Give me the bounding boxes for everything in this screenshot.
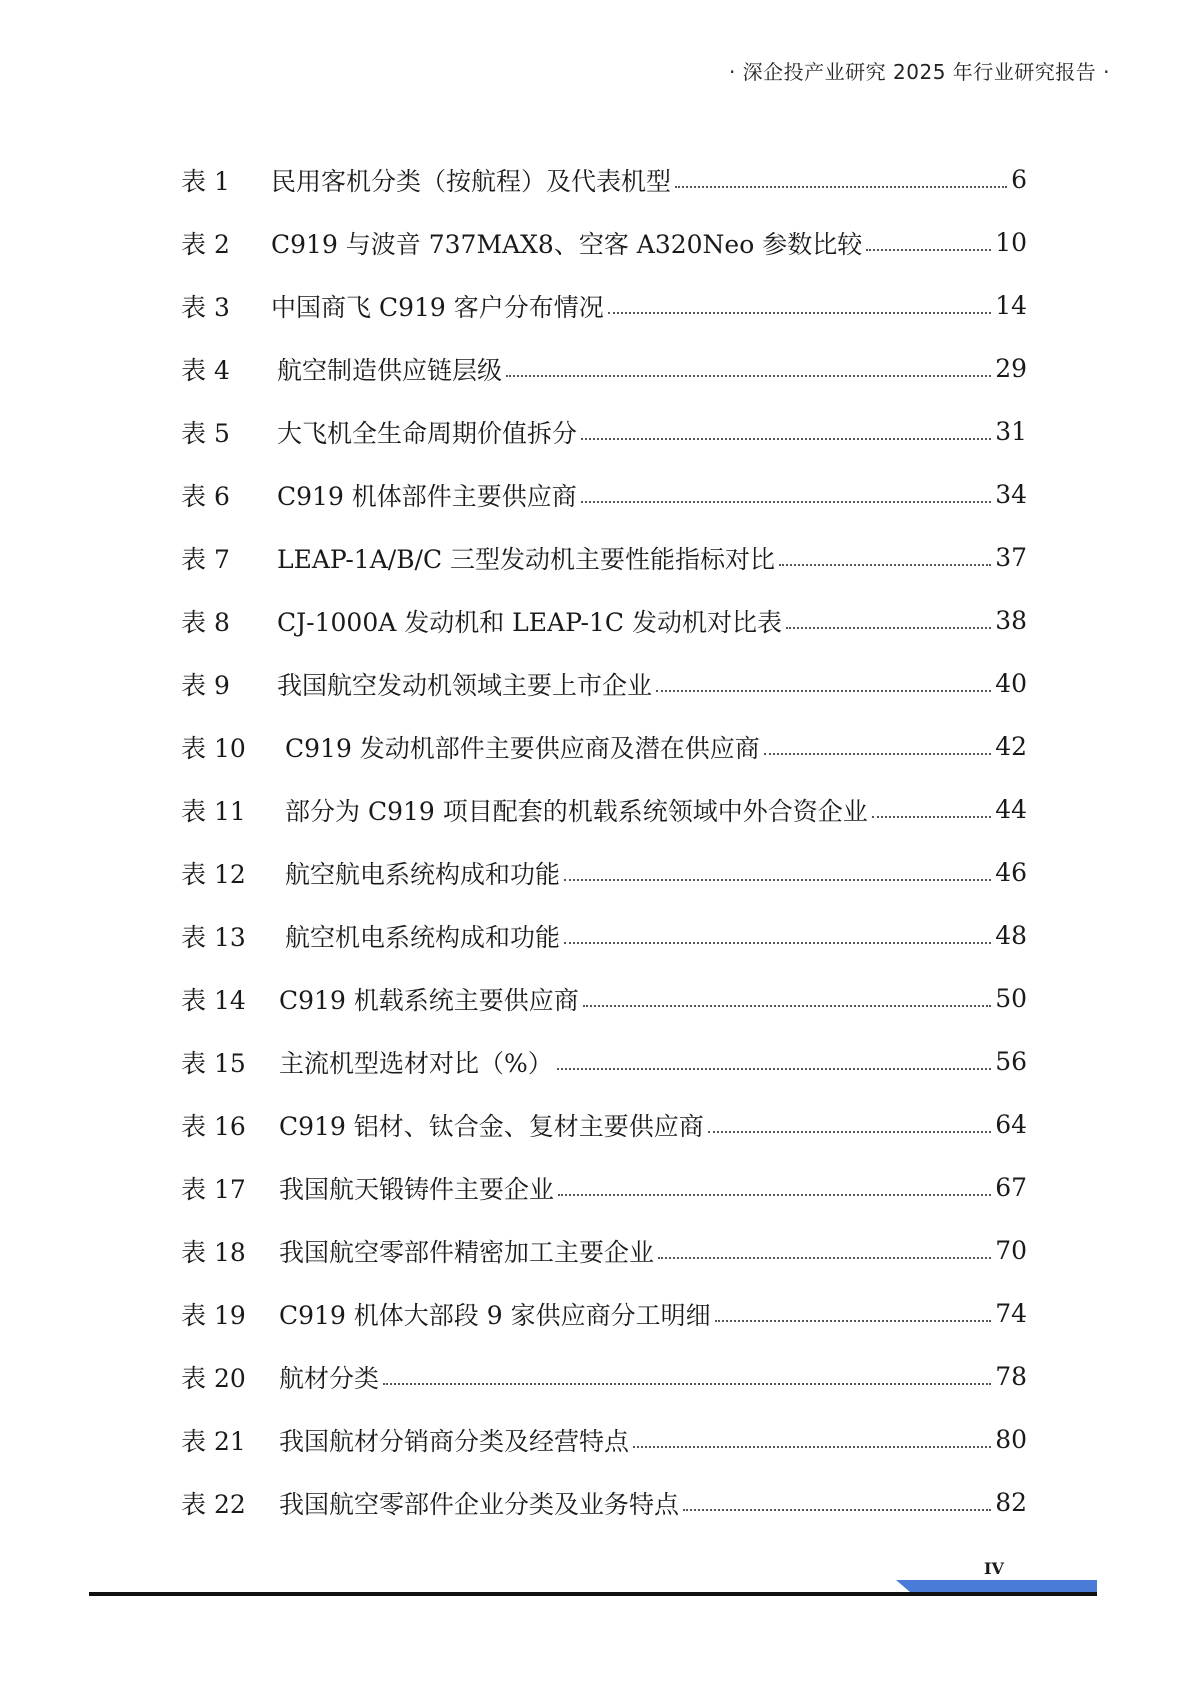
toc-entry-page: 14 xyxy=(995,291,1027,320)
toc-leader-dots xyxy=(866,249,991,251)
toc-entry-number: 表 16 xyxy=(181,1111,246,1141)
toc-entry-page: 80 xyxy=(995,1425,1027,1454)
toc-entry-page: 44 xyxy=(995,795,1027,824)
toc-entry-page: 64 xyxy=(995,1110,1027,1139)
toc-entry-title: 我国航空零部件企业分类及业务特点 xyxy=(279,1489,680,1519)
toc-leader-dots xyxy=(564,942,991,944)
running-header: · 深企投产业研究 2025 年行业研究报告 · xyxy=(728,60,1110,84)
toc-leader-dots xyxy=(656,690,991,692)
footer-rule xyxy=(89,1592,1097,1596)
toc-entry-page: 56 xyxy=(995,1047,1027,1076)
toc-entry-number: 表 21 xyxy=(181,1426,246,1456)
toc-entry[interactable] xyxy=(181,904,1027,967)
toc-entry-page: 29 xyxy=(995,354,1027,383)
toc-leader-dots xyxy=(564,879,991,881)
page-number: IV xyxy=(984,1559,1004,1578)
toc-entry-number: 表 11 xyxy=(181,796,246,826)
toc-entry-number: 表 18 xyxy=(181,1237,246,1267)
toc-leader-dots xyxy=(581,438,991,440)
toc-entry-title: C919 发动机部件主要供应商及潜在供应商 xyxy=(285,733,760,763)
toc-entry-number: 表 20 xyxy=(181,1363,246,1393)
toc-entry-title: 航空机电系统构成和功能 xyxy=(285,922,561,952)
toc-entry-number: 表 10 xyxy=(181,733,246,763)
toc-leader-dots xyxy=(658,1257,991,1259)
toc-entry-page: 50 xyxy=(995,984,1027,1013)
toc-leader-dots xyxy=(608,312,991,314)
toc-entry-title: LEAP-1A/B/C 三型发动机主要性能指标对比 xyxy=(277,544,776,574)
toc-entry[interactable] xyxy=(181,589,1027,652)
toc-entry[interactable] xyxy=(181,967,1027,1030)
table-of-tables xyxy=(181,148,1027,1534)
toc-entry-number: 表 4 xyxy=(181,355,230,385)
toc-entry-number: 表 7 xyxy=(181,544,230,574)
toc-entry-number: 表 13 xyxy=(181,922,246,952)
toc-entry[interactable] xyxy=(181,1093,1027,1156)
toc-entry-number: 表 6 xyxy=(181,481,230,511)
toc-entry-number: 表 5 xyxy=(181,418,230,448)
toc-entry-page: 82 xyxy=(995,1488,1027,1517)
toc-entry-title: 航空制造供应链层级 xyxy=(277,355,503,385)
toc-entry[interactable] xyxy=(181,841,1027,904)
toc-entry-title: 航空航电系统构成和功能 xyxy=(285,859,561,889)
toc-entry-title: 民用客机分类（按航程）及代表机型 xyxy=(271,166,672,196)
toc-entry-page: 78 xyxy=(995,1362,1027,1391)
toc-entry-page: 42 xyxy=(995,732,1027,761)
toc-entry-title: C919 机载系统主要供应商 xyxy=(279,985,579,1015)
toc-entry-page: 10 xyxy=(995,228,1027,257)
toc-entry-title: C919 与波音 737MAX8、空客 A320Neo 参数比较 xyxy=(271,229,863,259)
toc-leader-dots xyxy=(872,816,991,818)
toc-leader-dots xyxy=(583,1005,991,1007)
toc-entry[interactable] xyxy=(181,715,1027,778)
toc-entry-title: 大飞机全生命周期价值拆分 xyxy=(277,418,578,448)
toc-entry-title: 我国航天锻铸件主要企业 xyxy=(279,1174,555,1204)
toc-leader-dots xyxy=(581,501,991,503)
toc-entry-title: 航材分类 xyxy=(279,1363,380,1393)
toc-entry[interactable] xyxy=(181,1408,1027,1471)
toc-entry-number: 表 3 xyxy=(181,292,230,322)
toc-entry[interactable] xyxy=(181,526,1027,589)
toc-entry-page: 46 xyxy=(995,858,1027,887)
toc-entry[interactable] xyxy=(181,337,1027,400)
toc-entry-title: 中国商飞 C919 客户分布情况 xyxy=(271,292,604,322)
toc-entry-title: 我国航空发动机领域主要上市企业 xyxy=(277,670,653,700)
toc-entry[interactable] xyxy=(181,1156,1027,1219)
toc-leader-dots xyxy=(633,1446,991,1448)
toc-entry-title: 部分为 C919 项目配套的机载系统领域中外合资企业 xyxy=(285,796,868,826)
toc-entry[interactable] xyxy=(181,211,1027,274)
toc-leader-dots xyxy=(715,1320,992,1322)
toc-entry-page: 74 xyxy=(995,1299,1027,1328)
toc-entry[interactable] xyxy=(181,400,1027,463)
toc-entry-page: 40 xyxy=(995,669,1027,698)
toc-entry[interactable] xyxy=(181,463,1027,526)
toc-leader-dots xyxy=(786,627,991,629)
toc-entry-number: 表 1 xyxy=(181,166,230,196)
toc-leader-dots xyxy=(557,1068,991,1070)
toc-leader-dots xyxy=(764,753,991,755)
toc-entry-page: 70 xyxy=(995,1236,1027,1265)
toc-entry-page: 48 xyxy=(995,921,1027,950)
toc-entry-number: 表 15 xyxy=(181,1048,246,1078)
toc-entry-page: 37 xyxy=(995,543,1027,572)
toc-leader-dots xyxy=(558,1194,991,1196)
toc-leader-dots xyxy=(383,1383,991,1385)
toc-entry[interactable] xyxy=(181,1282,1027,1345)
toc-entry-page: 34 xyxy=(995,480,1027,509)
toc-entry[interactable] xyxy=(181,1345,1027,1408)
toc-entry-title: C919 铝材、钛合金、复材主要供应商 xyxy=(279,1111,704,1141)
toc-entry-number: 表 22 xyxy=(181,1489,246,1519)
toc-entry[interactable] xyxy=(181,1471,1027,1534)
toc-entry-title: C919 机体部件主要供应商 xyxy=(277,481,577,511)
toc-entry-page: 6 xyxy=(1011,165,1027,194)
toc-leader-dots xyxy=(683,1509,991,1511)
toc-leader-dots xyxy=(675,186,1007,188)
toc-leader-dots xyxy=(708,1131,991,1133)
toc-entry-title: 主流机型选材对比（%） xyxy=(279,1048,553,1078)
toc-entry-number: 表 19 xyxy=(181,1300,246,1330)
footer-accent-bar xyxy=(896,1580,1097,1592)
toc-entry-number: 表 8 xyxy=(181,607,230,637)
toc-entry-number: 表 2 xyxy=(181,229,230,259)
toc-entry[interactable] xyxy=(181,1219,1027,1282)
toc-entry-title: 我国航空零部件精密加工主要企业 xyxy=(279,1237,655,1267)
toc-leader-dots xyxy=(506,375,991,377)
toc-entry-number: 表 12 xyxy=(181,859,246,889)
toc-leader-dots xyxy=(779,564,991,566)
toc-entry[interactable] xyxy=(181,148,1027,211)
toc-entry-page: 67 xyxy=(995,1173,1027,1202)
toc-entry-page: 31 xyxy=(995,417,1027,446)
toc-entry-title: C919 机体大部段 9 家供应商分工明细 xyxy=(279,1300,711,1330)
toc-entry[interactable] xyxy=(181,652,1027,715)
toc-entry[interactable] xyxy=(181,274,1027,337)
toc-entry-number: 表 9 xyxy=(181,670,230,700)
toc-entry-number: 表 17 xyxy=(181,1174,246,1204)
toc-entry-title: CJ-1000A 发动机和 LEAP-1C 发动机对比表 xyxy=(277,607,782,637)
toc-entry-page: 38 xyxy=(995,606,1027,635)
toc-entry[interactable] xyxy=(181,1030,1027,1093)
toc-entry-number: 表 14 xyxy=(181,985,246,1015)
toc-entry[interactable] xyxy=(181,778,1027,841)
toc-entry-title: 我国航材分销商分类及经营特点 xyxy=(279,1426,630,1456)
